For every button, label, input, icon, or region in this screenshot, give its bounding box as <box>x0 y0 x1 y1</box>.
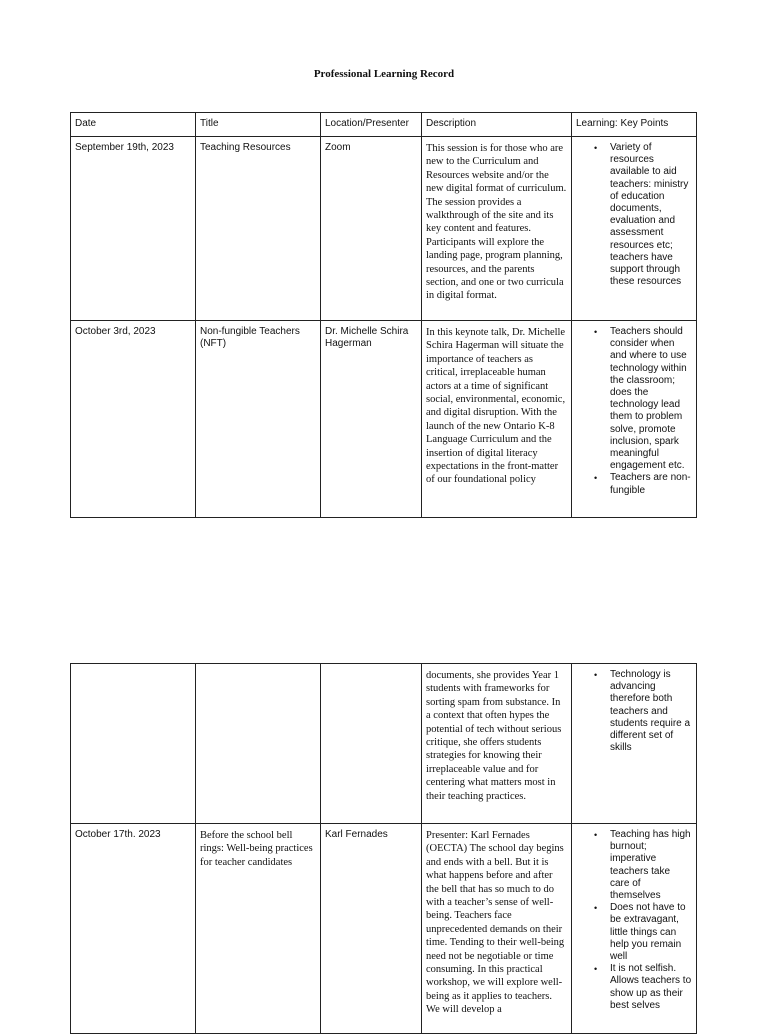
key-point: • Does not have to be extravagant, little things can help you remain well <box>610 902 692 963</box>
header-title: Title <box>196 113 321 137</box>
table-row <box>71 321 697 518</box>
row-title <box>196 664 321 824</box>
row-date: September 19th, 2023 <box>71 137 196 321</box>
key-point: • Teachers should consider when and where to use technology within the classroom; does the technology lead them to problem solve, promote inclusion, spark meaningful engagement etc. <box>610 326 692 472</box>
table-header-row <box>71 113 697 137</box>
table-row <box>71 824 697 1034</box>
row-key-points <box>572 137 697 321</box>
header-location-presenter: Location/Presenter <box>321 113 422 137</box>
key-point: • It is not selfish. Allows teachers to show up as their best selves <box>610 963 692 1012</box>
learning-record-table-continued <box>70 663 697 1034</box>
row-date: October 17th. 2023 <box>71 824 196 1034</box>
learning-record-table <box>70 112 697 518</box>
table-row <box>71 137 697 321</box>
key-point: • Teachers are non-fungible <box>610 472 692 496</box>
header-key-points: Learning: Key Points <box>572 113 697 137</box>
header-description: Description <box>422 113 572 137</box>
row-description: This session is for those who are new to the Curriculum and Resources website and/or the new digital format of curriculum. The session provides a walkthrough of the site and its key content and features. Participants will explore the landing page, program planning, resources, and the parents section, and one or two curricula in digital format. <box>422 137 572 321</box>
row-location: Zoom <box>321 137 422 321</box>
row-key-points <box>572 664 697 824</box>
row-title: Teaching Resources <box>196 137 321 321</box>
row-location: Dr. Michelle Schira Hagerman <box>321 321 422 518</box>
page-title: Professional Learning Record <box>313 68 455 80</box>
row-location <box>321 664 422 824</box>
key-point: • Teaching has high burnout; imperative teachers take care of themselves <box>610 829 692 902</box>
key-point: • Technology is advancing therefore both teachers and students require a different set of skills <box>610 669 692 754</box>
row-description: In this keynote talk, Dr. Michelle Schira Hagerman will situate the importance of teachers as critical, irreplaceable human actors at a time of significant social, environmental, economic, and digital disruption. With the launch of the new Ontario K-8 Language Curriculum and the insertion of digital literacy expectations in the front-matter of our foundational policy <box>422 321 572 518</box>
row-description: documents, she provides Year 1 students with frameworks for sorting spam from substance. In a context that often hypes the potential of tech without serious critique, she offers students strategies for knowing their irreplaceable value and for centering what matters most in their teaching practices. <box>422 664 572 824</box>
row-title: Before the school bell rings: Well-being practices for teacher candidates <box>196 824 321 1034</box>
header-date: Date <box>71 113 196 137</box>
row-date <box>71 664 196 824</box>
key-point: • Variety of resources available to aid teachers: ministry of education documents, evaluation and assessment resources etc; teachers have support through these resources <box>610 142 692 288</box>
row-key-points <box>572 321 697 518</box>
row-date: October 3rd, 2023 <box>71 321 196 518</box>
row-key-points <box>572 824 697 1034</box>
row-description: Presenter: Karl Fernades (OECTA) The school day begins and ends with a bell. But it is what happens before and after the bell that has so much to do with a teacher’s sense of well-being. Teachers face unprecedented demands on their time. Tending to their well-being need not be negotiable or time consuming. In this practical workshop, we will explore well-being as it applies to teachers. We will develop a <box>422 824 572 1034</box>
table-row <box>71 664 697 824</box>
row-title: Non-fungible Teachers (NFT) <box>196 321 321 518</box>
row-location: Karl Fernades <box>321 824 422 1034</box>
